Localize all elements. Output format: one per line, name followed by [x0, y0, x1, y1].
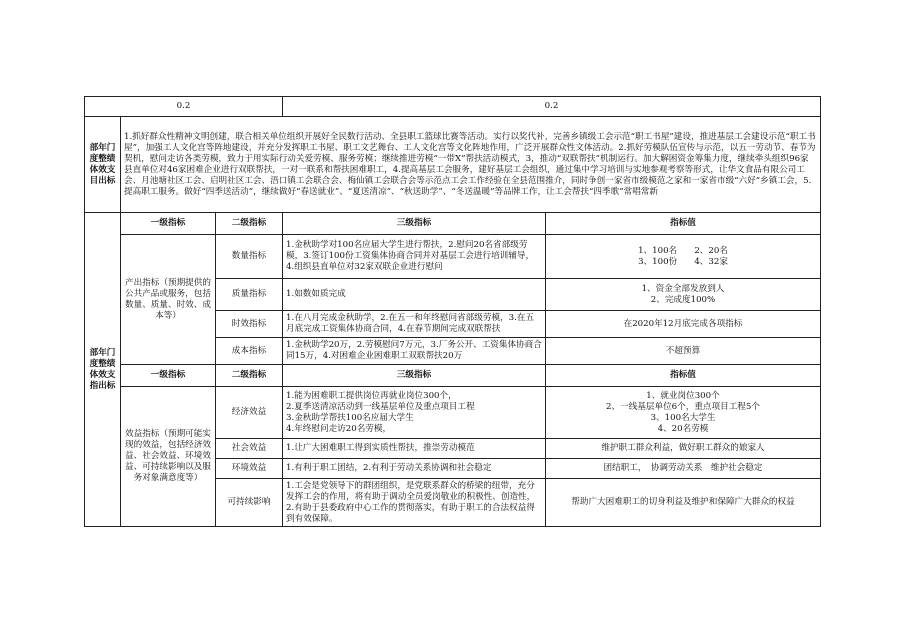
level3-sustainable [283, 479, 546, 527]
value-line: 在2020年12月底完成各项指标 [623, 318, 743, 329]
value-line: 3、100名大学生 [650, 412, 716, 423]
value-line: 1、资金全部发放到人 [641, 283, 725, 294]
level2-sustainable: 可持续影响 [216, 479, 283, 527]
level2-quantity: 数量指标 [216, 235, 283, 279]
value-line: 2、一线基层单位6个，重点项目工程5个 [606, 401, 760, 412]
level3-quality: 1.如数如质完成 [283, 279, 546, 311]
value-quality [546, 279, 821, 311]
value-line: 3、100份 4、32家 [638, 256, 728, 267]
header-level3: 三级指标 [283, 365, 546, 387]
text-line: 2.夏季送清凉活动到一线基层单位及重点项目工程 [286, 401, 475, 412]
top-right-value: 0.2 [283, 97, 821, 117]
value-line: 不超预算 [665, 345, 701, 356]
text-line: 1.工会是党领导下的群团组织，是党联系群众的桥梁的纽带，充分发挥工会的作用，将有助于调动全员爱岗敬业的积极性、创造性，2.有助于县委政府中心工作的贯彻落实，有助于职工的合法权益得到有效保障。 [286, 480, 536, 524]
value-line: 2、完成度100% [650, 294, 716, 305]
top-value-row [85, 97, 821, 117]
value-line: 团结职工， 协调劳动关系 维护社会稳定 [603, 463, 763, 473]
level3-social [283, 439, 546, 459]
header-value: 指标值 [546, 365, 821, 387]
value-cost [546, 338, 821, 365]
indicator-section-label: 部年门度整绩体效支指出标 [85, 213, 121, 527]
header-value: 指标值 [546, 213, 821, 235]
level3-timeliness: 1.在八月完成金秋助学，2.在五一和年终慰问省部级劳模，3.在五月底完成工资集体协商合同，4.在春节期间完成双联帮扶 [283, 311, 546, 338]
level2-economic: 经济效益 [216, 387, 283, 439]
level2-quality: 质量指标 [216, 279, 283, 311]
value-timeliness [546, 311, 821, 338]
benefit-header-row [85, 365, 821, 387]
benefit-indicator-label: 效益指标（预期可能实现的效益，包括经济效益、社会效益、环境效益、可持续影响以及服务对象满意度等） [121, 387, 216, 527]
value-line: 帮助广大困难职工的切身利益及维护和保障广大群众的权益 [571, 497, 795, 507]
header-level2: 二级指标 [216, 365, 283, 387]
goal-section-label: 部年门度整绩体效支目出标 [85, 117, 121, 213]
value-line: 维护职工群众利益，做好职工群众的娘家人 [601, 443, 765, 453]
output-row-quantity [85, 235, 821, 279]
level2-environment: 环境效益 [216, 459, 283, 479]
text-line: 1.能为困难职工提供岗位再就业岗位300个， [286, 390, 457, 401]
level3-cost: 1.金秋助学20万，2.劳模慰问7万元，3.厂务公开、工资集体协商合同15万，4.对困难企业困难职工双联帮扶20万 [283, 338, 546, 365]
header-level2: 二级指标 [216, 213, 283, 235]
output-header-row [85, 213, 821, 235]
value-environment [546, 459, 821, 479]
value-social [546, 439, 821, 459]
level3-environment [283, 459, 546, 479]
level2-social: 社会效益 [216, 439, 283, 459]
level3-economic [283, 387, 546, 439]
text-line: 4.年终慰问走访20名劳模， [286, 423, 392, 434]
value-sustainable [546, 479, 821, 527]
level2-cost: 成本指标 [216, 338, 283, 365]
output-indicator-label: 产出指标（预期提供的公共产品或服务，包括数量、质量、时效、成本等） [121, 235, 216, 365]
level3-quantity: 1.金秋助学对100名应届大学生进行帮扶，2.慰问20名省部级劳模，3.签订100份工资集体协商合同并对基层工会进行培训辅导，4.组织县直单位对32家双联企业进行慰问 [283, 235, 546, 279]
goal-text: 1.抓好群众性精神文明创建，联合相关单位组织开展好全民数行活动、全县职工篮球比赛等活动。实行以奖代补，完善乡镇级工会示范“职工书屋”建设，推进基层工会建设示范“职工书屋”，加强工人文化宫等阵地建设，并充分发挥职工书屋、职工文艺舞台、工人文化宫等文化阵地作用，广泛开展群众性文体活动。2.抓好劳模队伍宣传与示范，以五一劳动节、春节为契机，慰问走访各类劳模，致力于用实际行动关爱劳模、服务劳模；继续推进劳模“一带X”帮扶活动模式，3，推动“双联帮扶”机制运行。加大解困资金筹集力度，继续牵头组织96家县直单位对46家困难企业进行双联帮扶，一对一联系和帮扶困难职工，4.提高基层工会服务，建好基层工会组织，通过集中学习培训与实地参观考察等形式，让华文食品有限公司工会、月池塘社区工会、启明社区工会、浯口镇工会联合会、梅仙镇工会联合会等示范点工会工作经验在全县范围推介，同时争创一家省市级模范之家和一家省市级“六好”乡镇工会，5.提高职工服务。做好“四季送活动”，继续做好“春送就业”、“夏送清凉”、“秋送助学”、“冬送温暖”等品牌工作，让工会帮扶“四季歌”常唱常新 [121, 117, 821, 213]
text-line: 1.有利于职工团结，2.有利于劳动关系协调和社会稳定 [286, 463, 492, 473]
level2-timeliness: 时效指标 [216, 311, 283, 338]
value-line: 1、100名 2、20名 [638, 245, 728, 256]
goal-row [85, 117, 821, 213]
text-line: 3.金秋助学帮扶100名应届大学生 [286, 412, 414, 423]
benefit-row-economic [85, 387, 821, 439]
performance-goal-table [84, 96, 821, 527]
value-economic [546, 387, 821, 439]
value-quantity [546, 235, 821, 279]
value-line: 4、20名劳模 [657, 423, 709, 434]
top-left-value: 0.2 [85, 97, 283, 117]
header-level1: 一级指标 [121, 213, 216, 235]
text-line: 1.让广大困难职工得到实质性帮扶，推崇劳动模范 [286, 443, 475, 453]
value-line: 1、就业岗位300个 [646, 390, 720, 401]
header-level1: 一级指标 [121, 365, 216, 387]
header-level3: 三级指标 [283, 213, 546, 235]
